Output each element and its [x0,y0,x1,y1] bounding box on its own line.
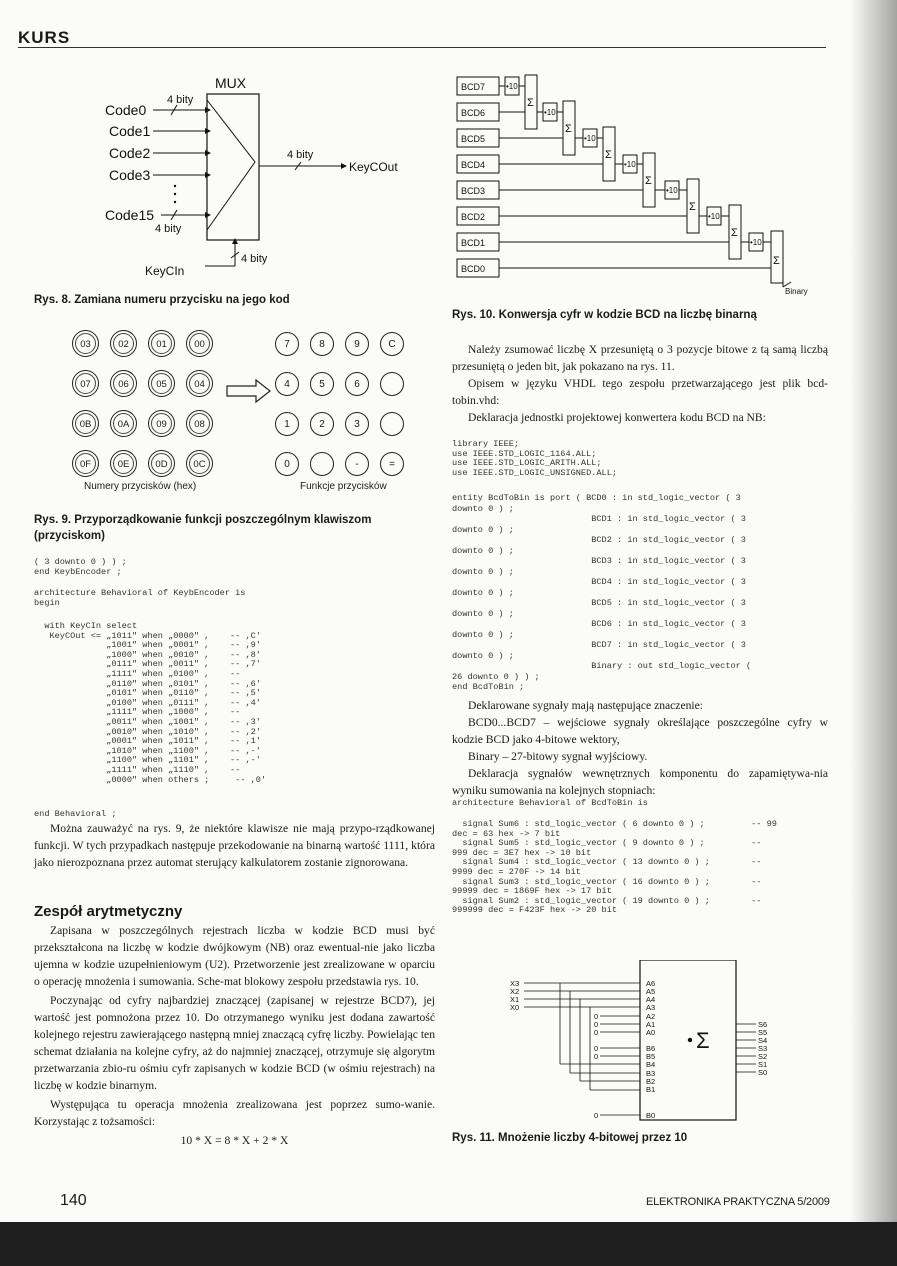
key-hex-0c: 0C [186,450,213,477]
reg-bcd4: BCD4 [461,160,486,170]
pin-s2: S2 [758,1052,768,1061]
key-func-0: 0 [275,452,299,476]
key-func-6: 6 [345,372,369,396]
key-hex-0d: 0D [148,450,175,477]
sum-2: Σ [565,123,572,135]
input-x3: X3 [510,979,520,988]
key-func-c: C [380,332,404,356]
left-paragraph-1: Można zauważyć na rys. 9, że niektóre klawisze nie mają przypo-rządkowanej funkcji. W tych przypadkach następuje przekodowanie na binarną wartość 1111, która jako nierozpoznana przez automat sterujący kalkulatorem zostanie zignorowana. [34,822,435,869]
key-func-3: 3 [345,412,369,436]
code-left-end: end Behavioral ; [34,809,117,819]
pin-a3: A3 [646,1003,656,1012]
zero-b6: 0 [594,1044,599,1053]
right-paragraph-2: Opisem w języku VHDL tego zespołu przetwarzającego jest plik bcd-tobin.vhd: [452,377,828,407]
key-func-2: 2 [310,412,334,436]
pin-a4: A4 [646,995,656,1004]
key-func-empty [310,452,334,476]
fig10-bcd-diagram [455,72,835,300]
input-code15: Code15 [105,207,155,223]
mul-10-7: •10 [750,238,762,247]
left-paragraph-3: Poczynając od cyfry najbardziej znaczącej (zapisanej w rejestrze BCD7), jej wartość jest pomnożona przez 10. Do otrzymanego wyniku jest dodana zawartość kolejnego rejestru zawierającego następną mniej znaczącą cyfrę liczby. Powielając ten schemat działania na kolejne cyfry, aż do najmniej znaczącej, otrzymuje się algorytm przetwarzania zbio-ru ośmiu cyfr zapisanych w kodzie BCD (w ośmiu rejestrach) na liczbę w kodzie binarnym. [34,994,435,1092]
right-paragraph-3: Deklaracja jednostki projektowej konwertera kodu BCD na NB: [468,411,766,424]
key-func-4: 4 [275,372,299,396]
pin-a6: A6 [646,979,656,988]
zero-b0: 0 [594,1111,599,1120]
sum-7: Σ [773,255,780,267]
reg-bcd5: BCD5 [461,134,486,144]
reg-bcd2: BCD2 [461,212,486,222]
input-code2: Code2 [109,145,151,161]
zero-a2: 0 [594,1012,599,1021]
key-hex-01: 01 [148,330,175,357]
key-func-empty [380,412,404,436]
fig9-caption: Rys. 9. Przyporządkowanie funkcji poszczególnym klawiszom (przyciskom) [34,514,372,542]
key-hex-0e: 0E [110,450,137,477]
mul-10-5: •10 [666,186,678,195]
code-right-architecture: architecture Behavioral of BcdToBin is [452,798,648,808]
input-x0: X0 [510,1003,520,1012]
heading-zespol: Zespół arytmetyczny [34,903,183,920]
bus-width-top: 4 bity [167,94,194,106]
code-left-select: with KeyCIn select KeyCOut <= „1011" when „0000" , -- ,C' „1001" when „0001" , -- ,9' „1000" when „0010" , -- ,8' „0111" when „0011" , -- ,7' „1111" when „0100" , -- „0110" when „0101" , -- ,6' „0101" when „0110" , -- ,5' „0100" when „0111" , -- ,4' „1111" when „1000" , -- „0011" when „1001" , -- ,3' „0010" when „1010" , -- ,2' „0001" when „1011" , -- ,1' „1010" when „1100" , -- ,-' „1100" when „1101" , -- ,-' „1111" when „1110" , -- „0000" when others ; -- ,0' [44,621,267,785]
code-left-end-entity: ( 3 downto 0 ) ) ; end KeybEncoder ; [34,557,127,577]
pin-b3: B3 [646,1069,656,1078]
scan-dark-border [0,1222,897,1266]
sum-symbol: Σ [696,1028,710,1053]
key-func-empty [380,372,404,396]
fig11-caption: Rys. 11. Mnożenie liczby 4-bitowej przez 10 [452,1132,688,1144]
arrow-icon [226,378,272,404]
code-right-library: library IEEE; use IEEE.STD_LOGIC_1164.ALL; use IEEE.STD_LOGIC_ARITH.ALL; use IEEE.STD_LOGIC_UNSIGNED.ALL; [452,439,618,478]
mul-10-4: •10 [624,160,636,169]
key-func-1: 1 [275,412,299,436]
key-func-7: 7 [275,332,299,356]
left-paragraph-2: Zapisana w poszczególnych rejestrach liczba w kodzie BCD musi być przekształcona na liczbę w kodzie dwójkowym (NB) oraz ewentual-nie jako liczba ujemna w kodzie uzupełnieniowym (U2). Przetworzenie jest zrealizowane w oparciu o operację mnożenia i sumowania. Sche-mat blokowy zespołu przedstawia rys. 10. [34,924,435,988]
mul-10-6: •10 [708,212,720,221]
page-edge-shadow [850,0,897,1266]
pin-s1: S1 [758,1060,768,1069]
pin-b6: B6 [646,1044,656,1053]
output-binary: Binary [785,287,808,296]
sum-5: Σ [689,201,696,213]
header-rule [18,47,826,48]
right-paragraphs-top [452,341,828,426]
right-paragraph-4: Deklarowane sygnały mają następujące znaczenie: [468,699,703,712]
mul-10-3: •10 [584,134,596,143]
key-hex-0a: 0A [110,410,137,437]
sum-6: Σ [731,227,738,239]
input-x1: X1 [510,995,520,1004]
key-func-equals: = [380,452,404,476]
pin-s0: S0 [758,1068,768,1077]
bus-width-bottom: 4 bity [155,223,182,235]
mux-label: MUX [215,75,247,91]
sum-1: Σ [527,97,534,109]
key-func-8: 8 [310,332,334,356]
key-hex-07: 07 [72,370,99,397]
key-hex-06: 06 [110,370,137,397]
key-func-9: 9 [345,332,369,356]
reg-bcd7: BCD7 [461,82,486,92]
pin-b0: B0 [646,1111,656,1120]
sum-3: Σ [605,149,612,161]
key-hex-05: 05 [148,370,175,397]
zero-a0: 0 [594,1028,599,1037]
pin-b2: B2 [646,1077,656,1086]
pin-s5: S5 [758,1028,768,1037]
page-number: 140 [60,1192,87,1209]
zero-a1: 0 [594,1020,599,1029]
key-hex-00: 00 [186,330,213,357]
key-hex-04: 04 [186,370,213,397]
pin-a2: A2 [646,1012,656,1021]
fig9-label-hex: Numery przycisków (hex) [84,481,197,492]
input-code1: Code1 [109,123,151,139]
right-paragraph-5: BCD0...BCD7 – wejściowe sygnały określające poszczególne cyfry w kodzie BCD jako 4-bitowe wektory, [452,716,828,746]
fig8-caption: Rys. 8. Zamiana numeru przycisku na jego kod [34,294,290,306]
pin-s6: S6 [758,1020,768,1029]
fig8-mux-diagram [95,70,415,280]
key-func-minus: - [345,452,369,476]
zero-b5: 0 [594,1052,599,1061]
reg-bcd6: BCD6 [461,108,486,118]
bus-width-keyin: 4 bity [241,253,268,265]
left-paragraph-4: Występująca tu operacja mnożenia zrealizowana jest poprzez sumo-wanie. Korzystając z tożsamości: [34,1098,435,1128]
reg-bcd3: BCD3 [461,186,486,196]
code-left-architecture: architecture Behavioral of KeybEncoder is begin [34,588,246,608]
reg-bcd0: BCD0 [461,264,486,274]
right-paragraph-1: Należy zsumować liczbę X przesuniętą o 3 pozycje bitowe z tą samą liczbą przesuniętą o jeden bit, jak pokazano na rys. 11. [452,343,828,373]
fig9-label-func: Funkcje przycisków [300,481,387,492]
input-x2: X2 [510,987,520,996]
pin-a1: A1 [646,1020,656,1029]
right-paragraph-7: Deklaracja sygnałów wewnętrznych komponentu do zapamiętywa-nia wyniku sumowania na kolejnych stopniach: [452,767,828,797]
code-right-signals: signal Sum6 : std_logic_vector ( 6 downto 0 ) ; -- 99 dec = 63 hex -> 7 bit signal Sum5 : std_logic_vector ( 9 downto 0 ) ; -- 999 dec = 3E7 hex -> 10 bit signal Sum4 : std_logic_vector ( 13 downto 0 ) ; -- 9999 dec = 270F -> 14 bit signal Sum3 : std_logic_vector ( 16 downto 0 ) ; -- 99999 dec = 1869F hex -> 17 bit signal Sum2 : std_logic_vector ( 19 downto 0 ) ; -- 999999 dec = F423F hex -> 20 bit [452,819,777,916]
left-paragraphs [34,922,435,1149]
key-hex-0b: 0B [72,410,99,437]
pin-b5: B5 [646,1052,656,1061]
right-paragraphs-mid [452,697,828,799]
key-hex-08: 08 [186,410,213,437]
pin-s4: S4 [758,1036,768,1045]
fig11-adder-diagram [500,960,800,1122]
fig10-caption: Rys. 10. Konwersja cyfr w kodzie BCD na liczbę binarną [452,309,757,321]
pin-s3: S3 [758,1044,768,1053]
key-func-5: 5 [310,372,334,396]
section-header: KURS [18,28,71,47]
key-hex-0f: 0F [72,450,99,477]
code-right-entity: entity BcdToBin is port ( BCD0 : in std_logic_vector ( 3 downto 0 ) ; BCD1 : in std_logic_vector ( 3 downto 0 ) ; BCD2 : in std_logic_vector ( 3 downto 0 ) ; BCD3 : in std_logic_vector ( 3 downto 0 ) ; BCD4 : in std_logic_vector ( 3 downto 0 ) ; BCD5 : in std_logic_vector ( 3 downto 0 ) ; BCD6 : in std_logic_vector ( 3 downto 0 ) ; BCD7 : in std_logic_vector ( 3 downto 0 ) ; Binary : out std_logic_vector ( 26 downto 0 ) ) ; end BcdToBin ; [452,493,752,692]
journal-name: ELEKTRONIKA PRAKTYCZNA 5/2009 [646,1196,830,1208]
sum-4: Σ [645,175,652,187]
key-hex-02: 02 [110,330,137,357]
formula: 10 * X = 8 * X + 2 * X [180,1134,289,1147]
pin-b1: B1 [646,1085,656,1094]
pin-a5: A5 [646,987,656,996]
pin-a0: A0 [646,1028,656,1037]
reg-bcd1: BCD1 [461,238,486,248]
right-paragraph-6: Binary – 27-bitowy sygnał wyjściowy. [468,750,648,763]
input-code3: Code3 [109,167,151,183]
key-hex-09: 09 [148,410,175,437]
bus-width-out: 4 bity [287,149,314,161]
fig9-keypad-diagram [60,330,440,490]
key-hex-03: 03 [72,330,99,357]
output-keycout: KeyCOut [349,160,398,174]
mul-10-1: •10 [506,82,518,91]
pin-b4: B4 [646,1060,656,1069]
mul-10-2: •10 [544,108,556,117]
input-keycin: KeyCIn [145,264,185,278]
input-code0: Code0 [105,102,147,118]
